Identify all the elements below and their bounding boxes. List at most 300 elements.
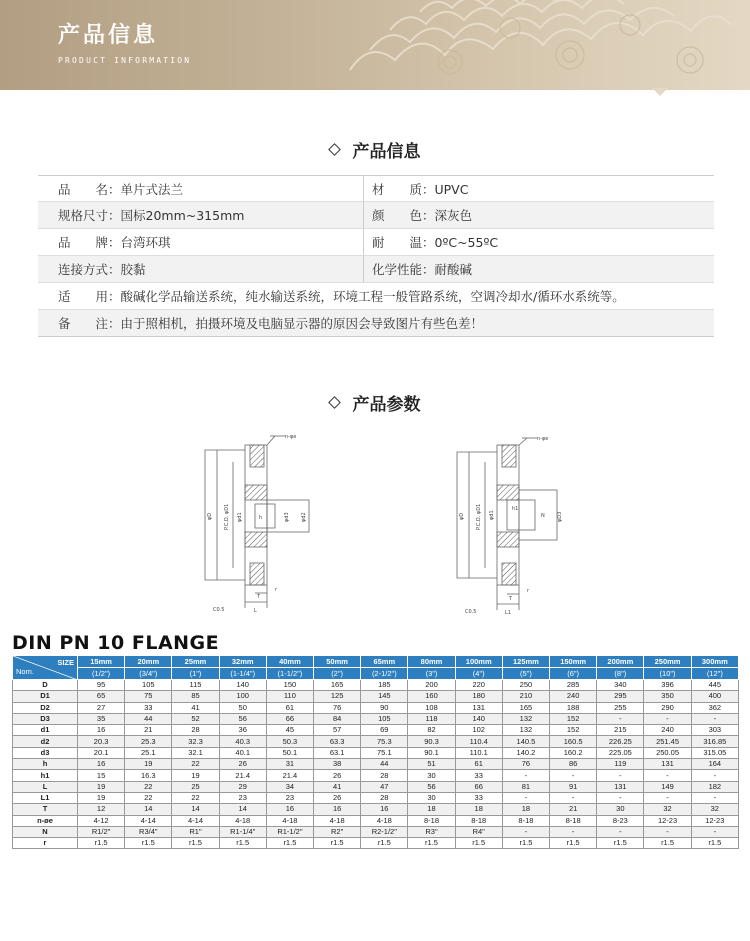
din-cell: 66: [266, 713, 313, 724]
din-cell: 16: [78, 725, 125, 736]
din-cell: 44: [361, 759, 408, 770]
din-cell: 164: [691, 759, 738, 770]
din-cell: r1.5: [691, 838, 738, 849]
din-cell: r1.5: [266, 838, 313, 849]
drawing-label: P.C.D. φD1: [224, 503, 230, 530]
din-cell: 35: [78, 713, 125, 724]
din-cell: 4-14: [172, 815, 219, 826]
drawing-label: φd3: [284, 512, 290, 522]
info-note: 备 注：由于照相机，拍摄环境及电脑显示器的原因会导致图片有些色差！: [58, 316, 484, 331]
din-cell: 36: [219, 725, 266, 736]
din-cell: 8-18: [550, 815, 597, 826]
din-cell: 52: [172, 713, 219, 724]
din-cell: 290: [644, 702, 691, 713]
din-cell: 76: [314, 702, 361, 713]
din-cell: -: [550, 770, 597, 781]
din-cell: 8-18: [408, 815, 455, 826]
drawing-label: φD: [207, 512, 213, 520]
din-corner-cell: [13, 656, 78, 680]
din-cell: 4-12: [78, 815, 125, 826]
din-cell: r1.5: [314, 838, 361, 849]
din-row-label: L: [13, 781, 78, 792]
din-cell: 8-18: [455, 815, 502, 826]
din-header-row-inch: [13, 668, 739, 680]
info-row: [38, 229, 714, 256]
din-cell: 125: [314, 691, 361, 702]
din-cell: 91: [550, 781, 597, 792]
din-cell: 26: [219, 759, 266, 770]
din-cell: 32.1: [172, 747, 219, 758]
din-inch-header: (1"): [172, 668, 219, 680]
din-cell: 182: [691, 781, 738, 792]
din-cell: 152: [550, 713, 597, 724]
din-size-header: 100mm: [455, 656, 502, 668]
din-cell: r1.5: [455, 838, 502, 849]
din-cell: 316.85: [691, 736, 738, 747]
din-cell: 251.45: [644, 736, 691, 747]
din-cell: 131: [597, 781, 644, 792]
din-row-l: [13, 781, 739, 792]
din-row-r: [13, 838, 739, 849]
din-cell: 75.3: [361, 736, 408, 747]
din-row-label: n-øe: [13, 815, 78, 826]
din-cell: r1.5: [125, 838, 172, 849]
drawing-label: n-φe: [537, 436, 549, 442]
drawing-label: C0.5: [465, 609, 477, 615]
din-row-n: [13, 826, 739, 837]
din-cell: 47: [361, 781, 408, 792]
info-color: 颜 色：深灰色: [363, 202, 714, 228]
din-cell: 8-23: [597, 815, 644, 826]
din-cell: 160: [408, 691, 455, 702]
din-cell: 16: [266, 804, 313, 815]
info-connection: 连接方式：胶黏: [58, 262, 146, 277]
din-cell: 41: [314, 781, 361, 792]
din-cell: r1.5: [502, 838, 549, 849]
din-cell: 18: [455, 804, 502, 815]
info-row: [38, 256, 714, 283]
din-cell: 145: [361, 691, 408, 702]
din-cell: -: [691, 826, 738, 837]
din-cell: -: [597, 826, 644, 837]
section-title: 产品信息: [352, 142, 421, 162]
drawing-label: L1: [505, 610, 511, 616]
din-cell: 396: [644, 680, 691, 691]
din-cell: 63.3: [314, 736, 361, 747]
din-cell: 200: [408, 680, 455, 691]
din-cell: 57: [314, 725, 361, 736]
drawing-label: r: [275, 587, 278, 593]
din-cell: 119: [597, 759, 644, 770]
din-inch-header: (3/4"): [125, 668, 172, 680]
din-row-label: d2: [13, 736, 78, 747]
din-cell: 50.1: [266, 747, 313, 758]
din-cell: 16: [361, 804, 408, 815]
din-cell: 22: [125, 781, 172, 792]
din-cell: 105: [125, 680, 172, 691]
din-cell: 4-18: [219, 815, 266, 826]
din-cell: -: [644, 713, 691, 724]
din-cell: R3": [408, 826, 455, 837]
din-cell: 152: [550, 725, 597, 736]
drawing-label: n-φe: [285, 434, 297, 440]
din-cell: R2": [314, 826, 361, 837]
din-cell: 38: [314, 759, 361, 770]
drawing-label: T: [509, 596, 513, 602]
din-cell: -: [550, 826, 597, 837]
din-size-header: 125mm: [502, 656, 549, 668]
din-cell: 8-18: [502, 815, 549, 826]
din-cell: 30: [597, 804, 644, 815]
din-cell: 16: [314, 804, 361, 815]
din-cell: 21.4: [266, 770, 313, 781]
din-cell: 110.1: [455, 747, 502, 758]
din-header-row-size: [13, 656, 739, 668]
din-row-d3: [13, 747, 739, 758]
din-cell: 215: [597, 725, 644, 736]
din-row-label: D1: [13, 691, 78, 702]
din-row-h: [13, 759, 739, 770]
din-cell: 21.4: [219, 770, 266, 781]
din-cell: 31: [266, 759, 313, 770]
info-brand: 品 牌：台湾环琪: [58, 235, 171, 250]
din-cell: 160.2: [550, 747, 597, 758]
din-cell: -: [644, 770, 691, 781]
din-cell: 250.05: [644, 747, 691, 758]
din-cell: R1": [172, 826, 219, 837]
din-cell: 32: [691, 804, 738, 815]
banner-title: 产品信息: [58, 23, 159, 48]
din-cell: 26: [314, 792, 361, 803]
info-size: 规格尺寸：国标20mm~315mm: [58, 208, 245, 223]
din-cell: 180: [455, 691, 502, 702]
din-cell: 220: [455, 680, 502, 691]
din-cell: 250: [502, 680, 549, 691]
din-cell: 19: [78, 781, 125, 792]
din-cell: 16.3: [125, 770, 172, 781]
din-cell: 131: [455, 702, 502, 713]
din-cell: 188: [550, 702, 597, 713]
din-cell: -: [691, 792, 738, 803]
din-cell: R2-1/2": [361, 826, 408, 837]
din-row-d3: [13, 713, 739, 724]
din-cell: 18: [502, 804, 549, 815]
din-table-title: DIN PN 10 FLANGE: [12, 632, 220, 654]
din-cell: 4-14: [125, 815, 172, 826]
din-cell: 4-18: [266, 815, 313, 826]
din-cell: 340: [597, 680, 644, 691]
din-row-h1: [13, 770, 739, 781]
banner-tab-notch: [652, 88, 668, 96]
din-cell: 210: [502, 691, 549, 702]
din-cell: -: [597, 770, 644, 781]
din-cell: 30: [408, 770, 455, 781]
din-row-label: D: [13, 680, 78, 691]
din-cell: 85: [172, 691, 219, 702]
din-cell: 295: [597, 691, 644, 702]
din-cell: 140.2: [502, 747, 549, 758]
din-cell: 131: [644, 759, 691, 770]
drawing-label: φD3: [557, 511, 563, 522]
din-cell: 100: [219, 691, 266, 702]
din-cell: 75: [125, 691, 172, 702]
din-cell: 150: [266, 680, 313, 691]
din-row-d2: [13, 736, 739, 747]
din-cell: 140.5: [502, 736, 549, 747]
din-inch-header: (2"): [314, 668, 361, 680]
din-cell: r1.5: [219, 838, 266, 849]
din-row-d1: [13, 725, 739, 736]
din-cell: 15: [78, 770, 125, 781]
din-size-header: 40mm: [266, 656, 313, 668]
din-row-d2: [13, 702, 739, 713]
din-cell: 63.1: [314, 747, 361, 758]
din-cell: 140: [219, 680, 266, 691]
drawing-label: L: [254, 608, 257, 614]
din-cell: 225.05: [597, 747, 644, 758]
din-row-label: T: [13, 804, 78, 815]
flange-drawing-threaded: [445, 430, 585, 625]
din-size-label: SIZE: [57, 658, 74, 667]
din-cell: 90.3: [408, 736, 455, 747]
din-cell: 102: [455, 725, 502, 736]
din-size-header: 32mm: [219, 656, 266, 668]
din-cell: r1.5: [172, 838, 219, 849]
din-cell: 255: [597, 702, 644, 713]
din-row-label: N: [13, 826, 78, 837]
din-cell: 14: [219, 804, 266, 815]
din-cell: 445: [691, 680, 738, 691]
din-cell: 303: [691, 725, 738, 736]
din-cell: 12-23: [691, 815, 738, 826]
din-cell: 12: [78, 804, 125, 815]
din-inch-header: (12"): [691, 668, 738, 680]
din-cell: 185: [361, 680, 408, 691]
din-row-d: [13, 680, 739, 691]
din-cell: 4-18: [361, 815, 408, 826]
section-title: 产品参数: [352, 395, 421, 415]
din-cell: 28: [172, 725, 219, 736]
drawing-label: T: [257, 594, 261, 600]
din-cell: 90: [361, 702, 408, 713]
din-cell: 226.25: [597, 736, 644, 747]
din-cell: 51: [408, 759, 455, 770]
din-cell: 105: [361, 713, 408, 724]
section-heading-params: [0, 390, 750, 415]
din-cell: 90.1: [408, 747, 455, 758]
din-cell: 25.1: [125, 747, 172, 758]
din-inch-header: (2-1/2"): [361, 668, 408, 680]
din-size-header: 65mm: [361, 656, 408, 668]
din-cell: R4": [455, 826, 502, 837]
din-cell: 315.05: [691, 747, 738, 758]
din-cell: 140: [455, 713, 502, 724]
din-cell: 14: [172, 804, 219, 815]
din-row-label: r: [13, 838, 78, 849]
din-cell: 56: [408, 781, 455, 792]
din-cell: 76: [502, 759, 549, 770]
din-row-label: D2: [13, 702, 78, 713]
din-cell: 240: [644, 725, 691, 736]
section-heading-info: [0, 137, 750, 162]
header-banner: [0, 0, 750, 90]
din-inch-header: (8"): [597, 668, 644, 680]
din-cell: -: [550, 792, 597, 803]
din-cell: r1.5: [78, 838, 125, 849]
din-cell: 23: [266, 792, 313, 803]
din-cell: 110.4: [455, 736, 502, 747]
din-cell: 40.1: [219, 747, 266, 758]
din-cell: 21: [550, 804, 597, 815]
din-cell: 30: [408, 792, 455, 803]
din-cell: R1/2": [78, 826, 125, 837]
din-nom-label: Nom.: [16, 667, 34, 676]
info-chemical: 化学性能：耐酸碱: [363, 256, 714, 282]
din-cell: 20.1: [78, 747, 125, 758]
drawing-label: P.C.D. φD1: [476, 503, 482, 530]
din-row-label: h: [13, 759, 78, 770]
din-cell: 40.3: [219, 736, 266, 747]
din-inch-header: (1-1/2"): [266, 668, 313, 680]
din-cell: 26: [314, 770, 361, 781]
drawing-label: r: [527, 588, 530, 594]
din-size-header: 25mm: [172, 656, 219, 668]
din-inch-header: (6"): [550, 668, 597, 680]
din-cell: 132: [502, 713, 549, 724]
din-cell: r1.5: [597, 838, 644, 849]
info-row: [38, 283, 714, 310]
din-cell: r1.5: [644, 838, 691, 849]
din-size-header: 300mm: [691, 656, 738, 668]
din-cell: 66: [455, 781, 502, 792]
din-cell: 28: [361, 792, 408, 803]
din-cell: 44: [125, 713, 172, 724]
din-cell: -: [644, 792, 691, 803]
din-size-header: 250mm: [644, 656, 691, 668]
din-cell: 400: [691, 691, 738, 702]
din-cell: 118: [408, 713, 455, 724]
din-cell: 25.3: [125, 736, 172, 747]
din-cell: 27: [78, 702, 125, 713]
din-cell: 240: [550, 691, 597, 702]
cloud-pattern-icon: [330, 0, 750, 90]
din-inch-header: (1-1/4"): [219, 668, 266, 680]
din-cell: 33: [455, 770, 502, 781]
drawing-label: h1: [512, 506, 519, 512]
din-cell: 29: [219, 781, 266, 792]
info-name: 品 名：单片式法兰: [58, 181, 184, 197]
din-cell: r1.5: [550, 838, 597, 849]
din-cell: 61: [455, 759, 502, 770]
din-cell: 25: [172, 781, 219, 792]
din-cell: 69: [361, 725, 408, 736]
din-cell: 14: [125, 804, 172, 815]
din-cell: 86: [550, 759, 597, 770]
info-row: [38, 202, 714, 229]
drawing-label: φD: [459, 512, 465, 520]
din-cell: -: [691, 713, 738, 724]
din-row-label: d3: [13, 747, 78, 758]
din-row-d1: [13, 691, 739, 702]
din-row-label: h1: [13, 770, 78, 781]
din-cell: 82: [408, 725, 455, 736]
din-cell: R1-1/2": [266, 826, 313, 837]
info-temperature: 耐 温：0ºC~55ºC: [363, 229, 714, 255]
din-row-label: d1: [13, 725, 78, 736]
din-cell: -: [644, 826, 691, 837]
din-cell: 18: [408, 804, 455, 815]
din-cell: 19: [125, 759, 172, 770]
din-cell: 34: [266, 781, 313, 792]
din-cell: -: [502, 770, 549, 781]
info-material: 材 质：UPVC: [363, 176, 714, 201]
din-row-label: L1: [13, 792, 78, 803]
din-cell: 75.1: [361, 747, 408, 758]
diamond-icon: [328, 143, 341, 156]
din-cell: 23: [219, 792, 266, 803]
din-inch-header: (1/2"): [78, 668, 125, 680]
din-cell: 95: [78, 680, 125, 691]
din-cell: 19: [172, 770, 219, 781]
din-cell: 32: [644, 804, 691, 815]
din-cell: 165: [502, 702, 549, 713]
din-size-header: 50mm: [314, 656, 361, 668]
din-cell: r1.5: [361, 838, 408, 849]
din-cell: 28: [361, 770, 408, 781]
din-cell: 149: [644, 781, 691, 792]
din-cell: 33: [455, 792, 502, 803]
din-row-ne: [13, 815, 739, 826]
din-cell: -: [597, 713, 644, 724]
din-size-header: 80mm: [408, 656, 455, 668]
din-cell: 50.3: [266, 736, 313, 747]
diamond-icon: [328, 396, 341, 409]
din-cell: 362: [691, 702, 738, 713]
din-flange-table: [12, 655, 739, 849]
din-inch-header: (10"): [644, 668, 691, 680]
din-cell: 12-23: [644, 815, 691, 826]
din-cell: 22: [172, 759, 219, 770]
din-cell: 81: [502, 781, 549, 792]
din-cell: 22: [172, 792, 219, 803]
din-cell: R3/4": [125, 826, 172, 837]
din-cell: R1-1/4": [219, 826, 266, 837]
din-cell: 50: [219, 702, 266, 713]
din-cell: -: [597, 792, 644, 803]
din-cell: 108: [408, 702, 455, 713]
din-cell: 132: [502, 725, 549, 736]
din-cell: 32.3: [172, 736, 219, 747]
din-cell: 165: [314, 680, 361, 691]
din-size-header: 150mm: [550, 656, 597, 668]
info-row: [38, 310, 714, 337]
din-row-label: D3: [13, 713, 78, 724]
din-cell: r1.5: [408, 838, 455, 849]
drawing-label: φd1: [489, 510, 495, 520]
din-inch-header: (5"): [502, 668, 549, 680]
din-table-body: [13, 680, 739, 849]
din-cell: -: [502, 826, 549, 837]
info-usage: 适 用：酸碱化学品输送系统，纯水输送系统，环境工程一般管路系统，空调冷却水/循环水系统等。: [58, 289, 625, 304]
drawing-label: φd1: [237, 512, 243, 522]
din-cell: 20.3: [78, 736, 125, 747]
din-inch-header: (4"): [455, 668, 502, 680]
din-row-l1: [13, 792, 739, 803]
din-cell: 22: [125, 792, 172, 803]
din-cell: 285: [550, 680, 597, 691]
din-cell: 84: [314, 713, 361, 724]
din-cell: 160.5: [550, 736, 597, 747]
